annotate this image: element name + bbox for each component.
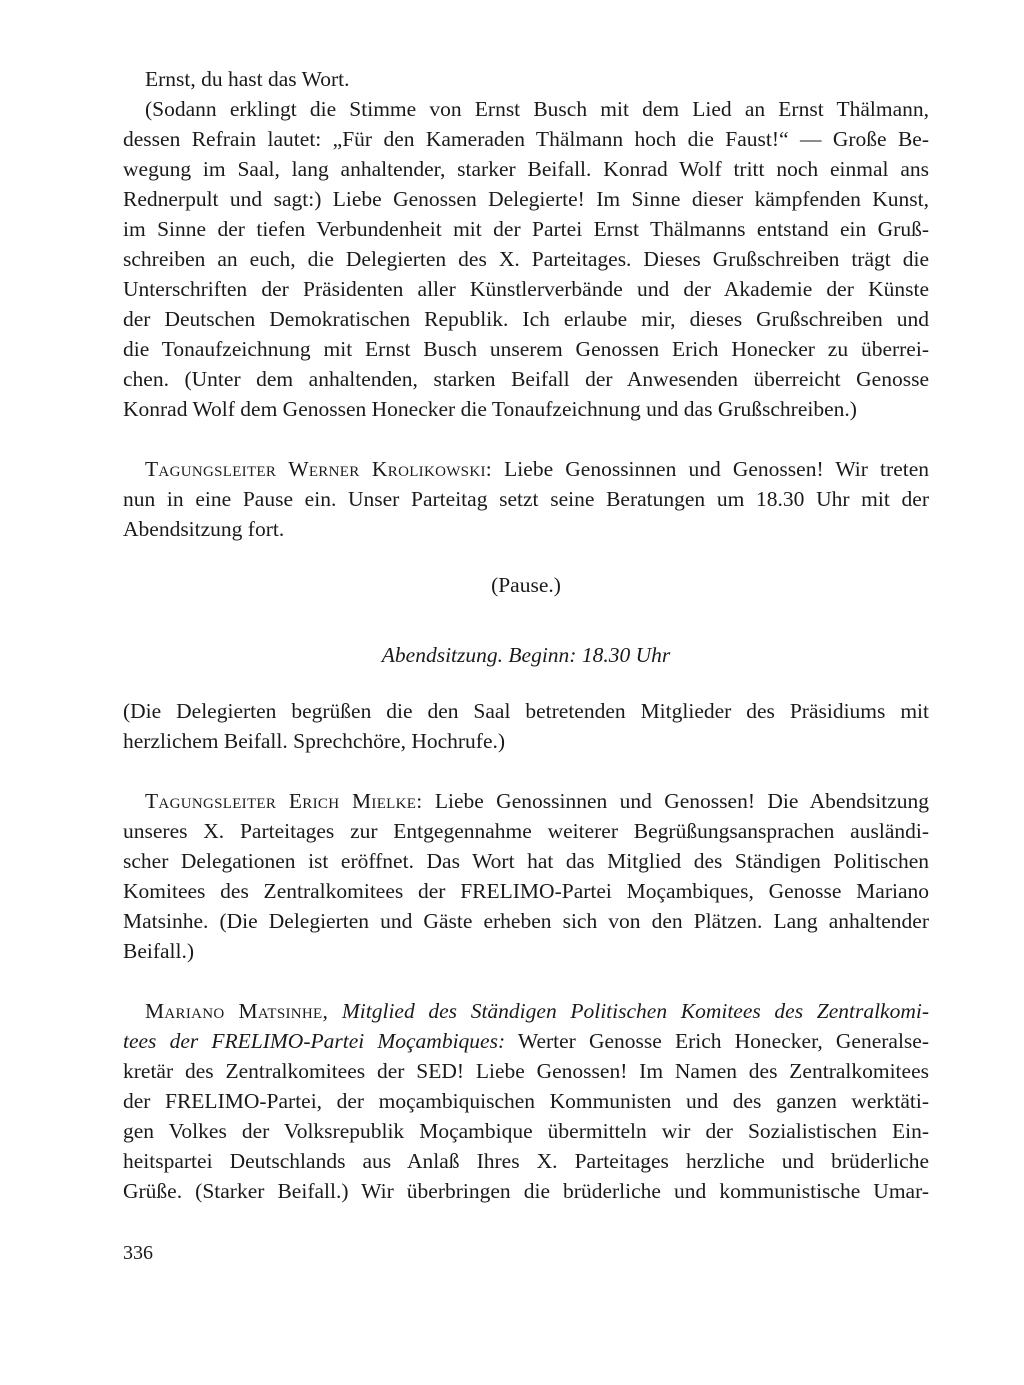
speaker-name: Tagungsleiter Erich Mielke: [145,789,423,813]
speaker-text: Liebe Genossinnen und Genossen! Wir treten [504,457,930,481]
text-line: Matsinhe. (Die Delegierten und Gäste erheben sich von den Plätzen. Lang anhaltender [123,909,929,933]
text-line [123,1026,929,1056]
text-line: Abendsitzung fort. [123,517,285,541]
speaker-text: Werter Genosse Erich Honecker, Generalse- [517,1029,929,1053]
paragraph-mielke [123,786,929,966]
speaker-name: Tagungsleiter Werner Krolikowski: [145,457,493,481]
text-line: herzlichem Beifall. Sprechchöre, Hochrufe.) [123,729,506,753]
page-number: 336 [123,1242,153,1264]
text-line: Beifall.) [123,939,195,963]
session-heading: Abendsitzung. Beginn: 18.30 Uhr [381,643,671,667]
text-line [123,786,929,816]
text-line: Unterschriften der Präsidenten aller Künstlerverbände und der Akademie der Künste [123,277,929,301]
text-line: unseres X. Parteitages zur Entgegennahme weiterer Begrüßungsansprachen ausländi- [123,819,929,843]
text-line: Konrad Wolf dem Genossen Honecker die Tonaufzeichnung und das Grußschreiben.) [123,397,857,421]
paragraph-speech-wolf [123,64,929,424]
text-line: (Die Delegierten begrüßen die den Saal betretenden Mitglieder des Präsidiums mit [123,699,929,723]
paragraph-stage-direction [123,696,929,756]
text-line: Ernst, du hast das Wort. [145,67,350,91]
speaker-name: Mariano Matsinhe, [145,999,329,1023]
text-line: die Tonaufzeichnung mit Ernst Busch unserem Genossen Erich Honecker zu überrei- [123,337,929,361]
text-line: dessen Refrain lautet: „Für den Kameraden Thälmann hoch die Faust!“ — Große Be- [123,127,929,151]
pause-note: (Pause.) [491,573,561,597]
text-line: im Sinne der tiefen Verbundenheit mit der Partei Ernst Thälmanns entstand ein Gruß- [123,217,929,241]
speaker-role: Mitglied des Ständigen Politischen Komitees des Zentralkomi- [341,999,930,1023]
text-line: gen Volkes der Volksrepublik Moçambique übermitteln wir der Sozialistischen Ein- [123,1119,929,1143]
text-line: der Deutschen Demokratischen Republik. Ich erlaube mir, dieses Grußschreiben und [123,307,929,331]
text-line: Komitees des Zentralkomitees der FRELIMO-Partei Moçambiques, Genosse Mariano [123,879,929,903]
text-line: schreiben an euch, die Delegierten des X. Parteitages. Dieses Grußschreiben trägt die [123,247,929,271]
text-line: kretär des Zentralkomitees der SED! Liebe Genossen! Im Namen des Zentralkomitees [123,1059,929,1083]
text-line [123,454,929,484]
text-line: Rednerpult und sagt:) Liebe Genossen Delegierte! Im Sinne dieser kämpfenden Kunst, [123,187,929,211]
page-body [123,64,929,1206]
text-line [123,996,929,1026]
text-line: der FRELIMO-Partei, der moçambiquischen Kommunisten und des ganzen werktäti- [123,1089,929,1113]
text-line: (Sodann erklingt die Stimme von Ernst Busch mit dem Lied an Ernst Thälmann, [145,97,929,121]
paragraph-matsinhe [123,996,929,1206]
text-line: scher Delegationen ist eröffnet. Das Wort hat das Mitglied des Ständigen Politischen [123,849,929,873]
text-line: Grüße. (Starker Beifall.) Wir überbringen die brüderliche und kommunistische Umar- [123,1179,929,1203]
speaker-text: Liebe Genossinnen und Genossen! Die Abendsitzung [434,789,930,813]
text-line: wegung im Saal, lang anhaltender, starker Beifall. Konrad Wolf tritt noch einmal ans [123,157,929,181]
text-line: chen. (Unter dem anhaltenden, starken Beifall der Anwesenden überreicht Genosse [123,367,929,391]
text-line: nun in eine Pause ein. Unser Parteitag setzt seine Beratungen um 18.30 Uhr mit der [123,487,929,511]
text-line: heitspartei Deutschlands aus Anlaß Ihres X. Parteitages herzliche und brüderliche [123,1149,929,1173]
speaker-role: tees der FRELIMO-Partei Moçambiques: [123,1029,506,1053]
paragraph-krolikowski [123,454,929,544]
